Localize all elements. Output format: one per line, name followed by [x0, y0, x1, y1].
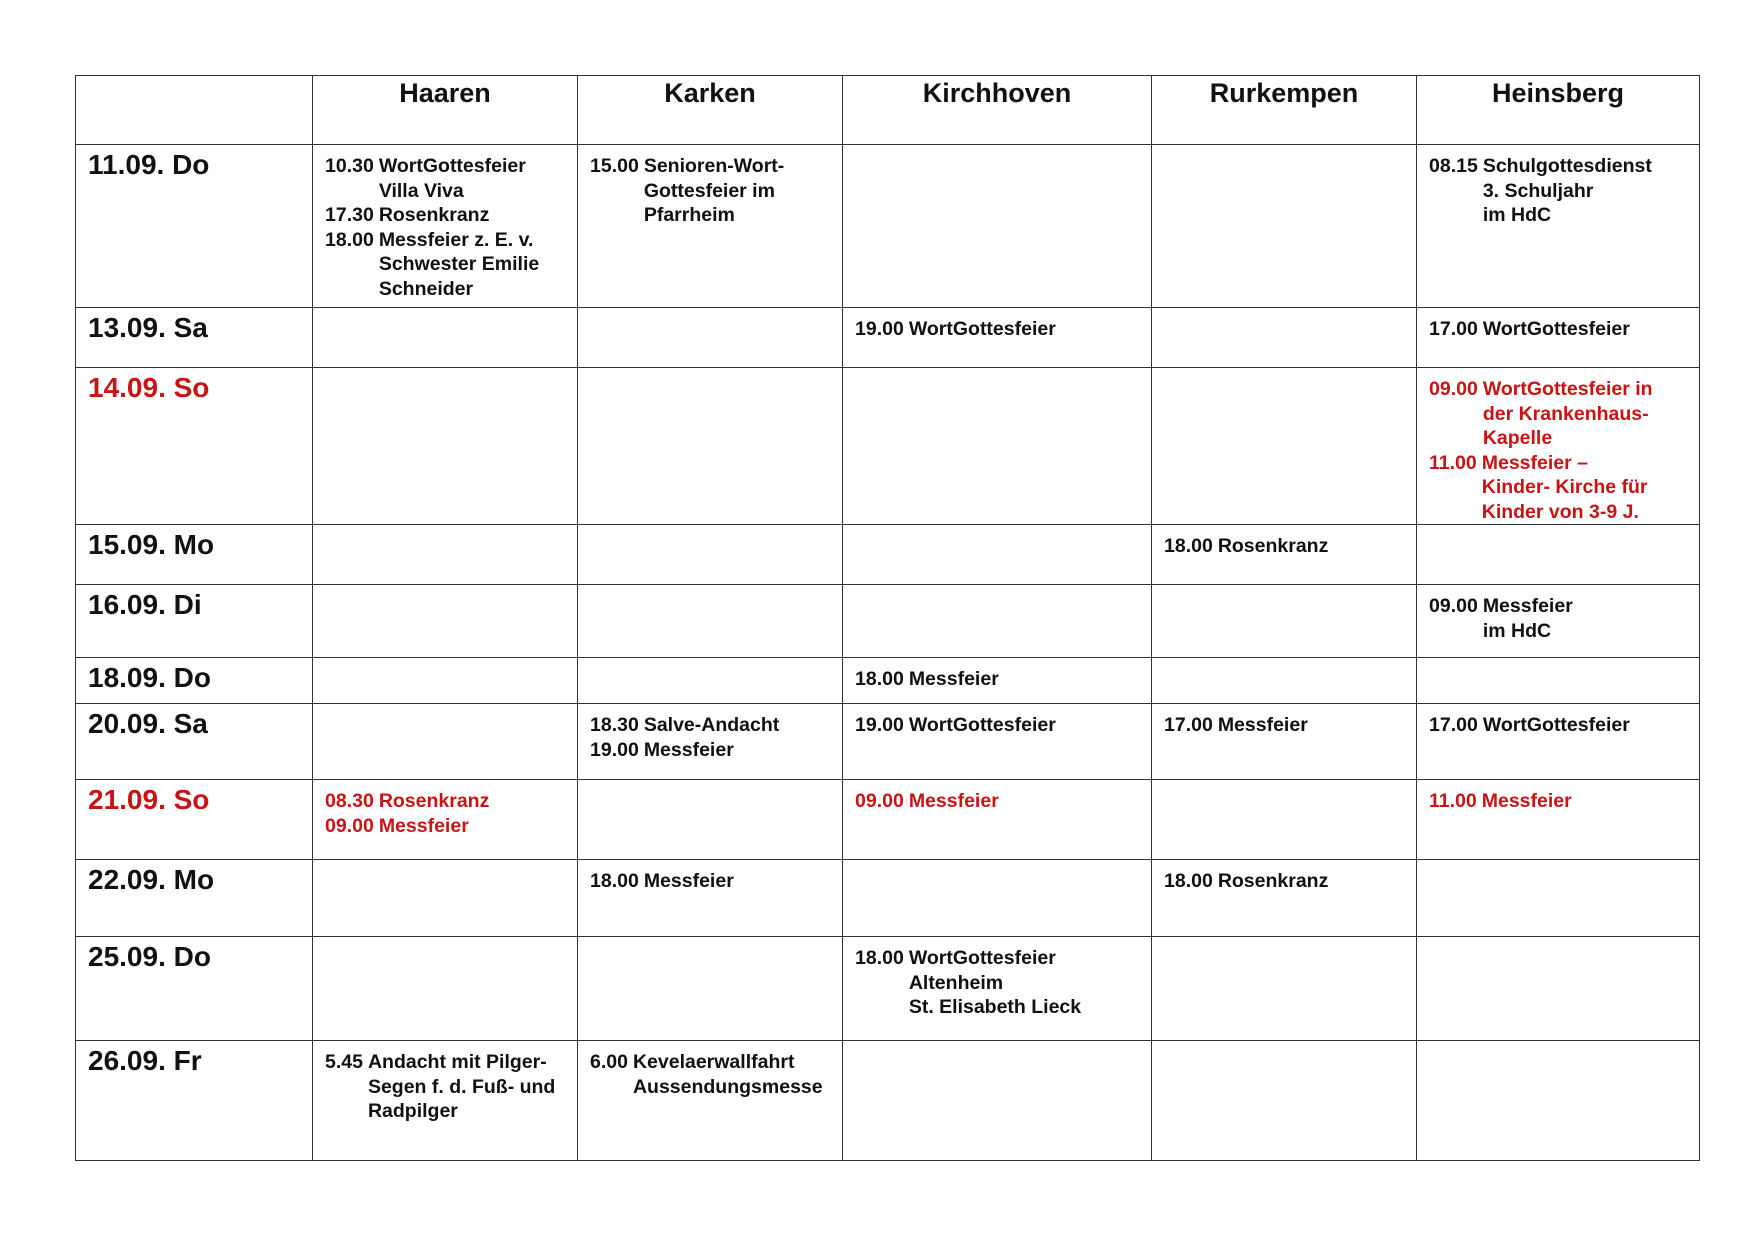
cell-haaren — [313, 308, 578, 368]
event-entry — [1164, 534, 1408, 559]
event-time: 18.00 — [1164, 870, 1213, 892]
cell-karken — [578, 937, 843, 1041]
event-title: Andacht mit Pilger- — [367, 1051, 547, 1073]
cell-haaren — [313, 658, 578, 704]
event-title: Messfeier — [908, 668, 999, 690]
schedule-row — [76, 525, 1700, 585]
event-detail: der Krankenhaus- — [1482, 402, 1649, 425]
cell-kirchhoven — [843, 780, 1152, 860]
date-cell: 18.09. Do — [76, 658, 313, 704]
cell-rurkempen — [1152, 585, 1417, 658]
event-entry — [1429, 713, 1691, 738]
cell-rurkempen — [1152, 145, 1417, 308]
date-cell: 21.09. So — [76, 780, 313, 860]
cell-rurkempen — [1152, 860, 1417, 937]
header-kirchhoven: Kirchhoven — [843, 76, 1152, 145]
event-title: Messfeier – — [1481, 451, 1588, 474]
event-detail: Kinder von 3-9 J. — [1481, 500, 1639, 523]
event-detail: Pfarrheim — [643, 204, 735, 226]
cell-heinsberg — [1417, 145, 1700, 308]
event-title: WortGottesfeier — [908, 947, 1056, 969]
event-title: WortGottesfeier — [1482, 714, 1630, 736]
event-time: 17.00 — [1429, 714, 1478, 736]
event-title: Kevelaerwallfahrt — [632, 1051, 795, 1073]
cell-kirchhoven — [843, 658, 1152, 704]
event-title: Messfeier z. E. v. — [378, 228, 534, 251]
event-detail: Segen f. d. Fuß- und — [367, 1075, 556, 1098]
cell-heinsberg — [1417, 658, 1700, 704]
event-time: 17.00 — [1429, 318, 1478, 340]
schedule-row — [76, 658, 1700, 704]
cell-haaren — [313, 780, 578, 860]
event-entry — [1429, 154, 1691, 228]
date-cell: 11.09. Do — [76, 145, 313, 308]
cell-heinsberg — [1417, 937, 1700, 1041]
cell-heinsberg — [1417, 780, 1700, 860]
header-heinsberg: Heinsberg — [1417, 76, 1700, 145]
event-title: Rosenkranz — [378, 790, 490, 812]
cell-karken — [578, 860, 843, 937]
cell-kirchhoven — [843, 308, 1152, 368]
cell-karken — [578, 658, 843, 704]
schedule-table — [75, 75, 1700, 1161]
event-time: 09.00 — [325, 814, 374, 837]
date-cell: 13.09. Sa — [76, 308, 313, 368]
cell-kirchhoven — [843, 937, 1152, 1041]
event-time: 19.00 — [855, 318, 904, 340]
event-entry — [590, 713, 834, 738]
event-time: 17.30 — [325, 204, 374, 226]
event-detail: Kapelle — [1482, 427, 1553, 449]
event-entry — [1164, 869, 1408, 894]
cell-karken — [578, 704, 843, 780]
event-detail: Gottesfeier im — [643, 179, 775, 202]
event-title: Messfeier — [378, 814, 469, 837]
event-entry — [855, 713, 1143, 738]
date-cell: 22.09. Mo — [76, 860, 313, 937]
event-entry — [325, 154, 569, 203]
event-title: Rosenkranz — [1217, 535, 1329, 557]
cell-kirchhoven — [843, 525, 1152, 585]
date-cell: 26.09. Fr — [76, 1041, 313, 1161]
cell-kirchhoven — [843, 145, 1152, 308]
event-detail: St. Elisabeth Lieck — [908, 996, 1082, 1018]
cell-kirchhoven — [843, 704, 1152, 780]
event-title: Messfeier — [643, 870, 734, 892]
cell-haaren — [313, 704, 578, 780]
cell-karken — [578, 308, 843, 368]
event-time: 11.00 — [1429, 451, 1477, 474]
event-entry — [1429, 317, 1691, 342]
event-title: Messfeier — [1482, 595, 1573, 617]
cell-heinsberg — [1417, 308, 1700, 368]
date-cell: 16.09. Di — [76, 585, 313, 658]
event-title: WortGottesfeier — [378, 155, 526, 177]
date-cell: 14.09. So — [76, 368, 313, 525]
cell-karken — [578, 368, 843, 525]
event-detail: Villa Viva — [378, 179, 464, 202]
cell-rurkempen — [1152, 368, 1417, 525]
cell-karken — [578, 525, 843, 585]
event-title: WortGottesfeier in — [1482, 378, 1653, 400]
cell-haaren — [313, 368, 578, 525]
event-title: WortGottesfeier — [908, 714, 1056, 736]
event-time: 08.30 — [325, 790, 374, 812]
event-time: 09.00 — [1429, 378, 1478, 400]
schedule-row — [76, 860, 1700, 937]
event-title: Messfeier — [908, 790, 999, 812]
event-detail: im HdC — [1482, 204, 1552, 226]
cell-rurkempen — [1152, 1041, 1417, 1161]
event-title: Rosenkranz — [378, 204, 490, 226]
header-corner — [76, 76, 313, 145]
cell-rurkempen — [1152, 308, 1417, 368]
cell-rurkempen — [1152, 704, 1417, 780]
event-detail: im HdC — [1482, 619, 1552, 642]
event-entry — [590, 738, 834, 763]
event-entry — [325, 814, 569, 839]
schedule-row — [76, 585, 1700, 658]
event-entry — [1429, 377, 1691, 451]
event-title: WortGottesfeier — [908, 318, 1056, 340]
event-title: Messfeier — [1217, 714, 1308, 736]
event-entry — [855, 667, 1143, 692]
date-cell: 20.09. Sa — [76, 704, 313, 780]
cell-haaren — [313, 1041, 578, 1161]
event-detail: Radpilger — [367, 1100, 458, 1122]
cell-heinsberg — [1417, 585, 1700, 658]
cell-kirchhoven — [843, 585, 1152, 658]
event-entry — [590, 1050, 834, 1099]
date-cell: 25.09. Do — [76, 937, 313, 1041]
cell-haaren — [313, 860, 578, 937]
event-title: Messfeier — [1481, 790, 1572, 812]
cell-rurkempen — [1152, 937, 1417, 1041]
event-time: 09.00 — [855, 790, 904, 812]
schedule-row — [76, 308, 1700, 368]
event-entry — [590, 154, 834, 228]
event-time: 18.00 — [855, 947, 904, 969]
cell-karken — [578, 1041, 843, 1161]
event-time: 18.00 — [1164, 535, 1213, 557]
cell-karken — [578, 585, 843, 658]
event-title: Messfeier — [643, 738, 734, 761]
header-row — [76, 76, 1700, 145]
cell-kirchhoven — [843, 860, 1152, 937]
event-title: Senioren-Wort- — [643, 155, 785, 177]
event-title: Rosenkranz — [1217, 870, 1329, 892]
event-entry — [855, 317, 1143, 342]
event-entry — [855, 789, 1143, 814]
event-detail: Aussendungsmesse — [632, 1075, 823, 1098]
event-time: 10.30 — [325, 155, 374, 177]
event-detail: Schneider — [378, 277, 474, 300]
cell-heinsberg — [1417, 1041, 1700, 1161]
event-time: 08.15 — [1429, 155, 1478, 177]
event-detail: Altenheim — [908, 971, 1004, 994]
cell-kirchhoven — [843, 368, 1152, 525]
event-entry — [1429, 594, 1691, 643]
event-time: 09.00 — [1429, 595, 1478, 617]
cell-rurkempen — [1152, 658, 1417, 704]
event-entry — [1429, 451, 1691, 525]
cell-haaren — [313, 937, 578, 1041]
event-time: 18.00 — [590, 870, 639, 892]
cell-heinsberg — [1417, 525, 1700, 585]
event-time: 18.30 — [590, 714, 639, 736]
cell-haaren — [313, 145, 578, 308]
date-cell: 15.09. Mo — [76, 525, 313, 585]
event-entry — [325, 228, 569, 302]
header-rurkempen: Rurkempen — [1152, 76, 1417, 145]
event-detail: Kinder- Kirche für — [1481, 476, 1648, 498]
event-entry — [1164, 713, 1408, 738]
event-time: 19.00 — [590, 738, 639, 761]
cell-haaren — [313, 525, 578, 585]
event-time: 19.00 — [855, 714, 904, 736]
schedule-row — [76, 368, 1700, 525]
event-time: 11.00 — [1429, 790, 1477, 812]
schedule-row — [76, 1041, 1700, 1161]
header-haaren: Haaren — [313, 76, 578, 145]
event-entry — [325, 1050, 569, 1124]
schedule-row — [76, 780, 1700, 860]
cell-karken — [578, 780, 843, 860]
cell-heinsberg — [1417, 704, 1700, 780]
event-title: Schulgottesdienst — [1482, 155, 1652, 177]
event-time: 18.00 — [855, 668, 904, 690]
cell-kirchhoven — [843, 1041, 1152, 1161]
event-time: 17.00 — [1164, 714, 1213, 736]
event-entry — [325, 203, 569, 228]
event-time: 6.00 — [590, 1051, 628, 1073]
schedule-row — [76, 704, 1700, 780]
event-time: 5.45 — [325, 1051, 363, 1073]
event-entry — [590, 869, 834, 894]
cell-heinsberg — [1417, 368, 1700, 525]
event-title: Salve-Andacht — [643, 714, 780, 736]
event-entry — [855, 946, 1143, 1020]
header-karken: Karken — [578, 76, 843, 145]
cell-karken — [578, 145, 843, 308]
event-detail: 3. Schuljahr — [1482, 179, 1594, 202]
event-title: WortGottesfeier — [1482, 318, 1630, 340]
event-time: 18.00 — [325, 228, 374, 251]
event-time: 15.00 — [590, 155, 639, 177]
event-entry — [1429, 789, 1691, 814]
cell-heinsberg — [1417, 860, 1700, 937]
cell-rurkempen — [1152, 525, 1417, 585]
event-detail: Schwester Emilie — [378, 253, 540, 275]
schedule-row — [76, 937, 1700, 1041]
cell-rurkempen — [1152, 780, 1417, 860]
schedule-row — [76, 145, 1700, 308]
cell-haaren — [313, 585, 578, 658]
event-entry — [325, 789, 569, 814]
